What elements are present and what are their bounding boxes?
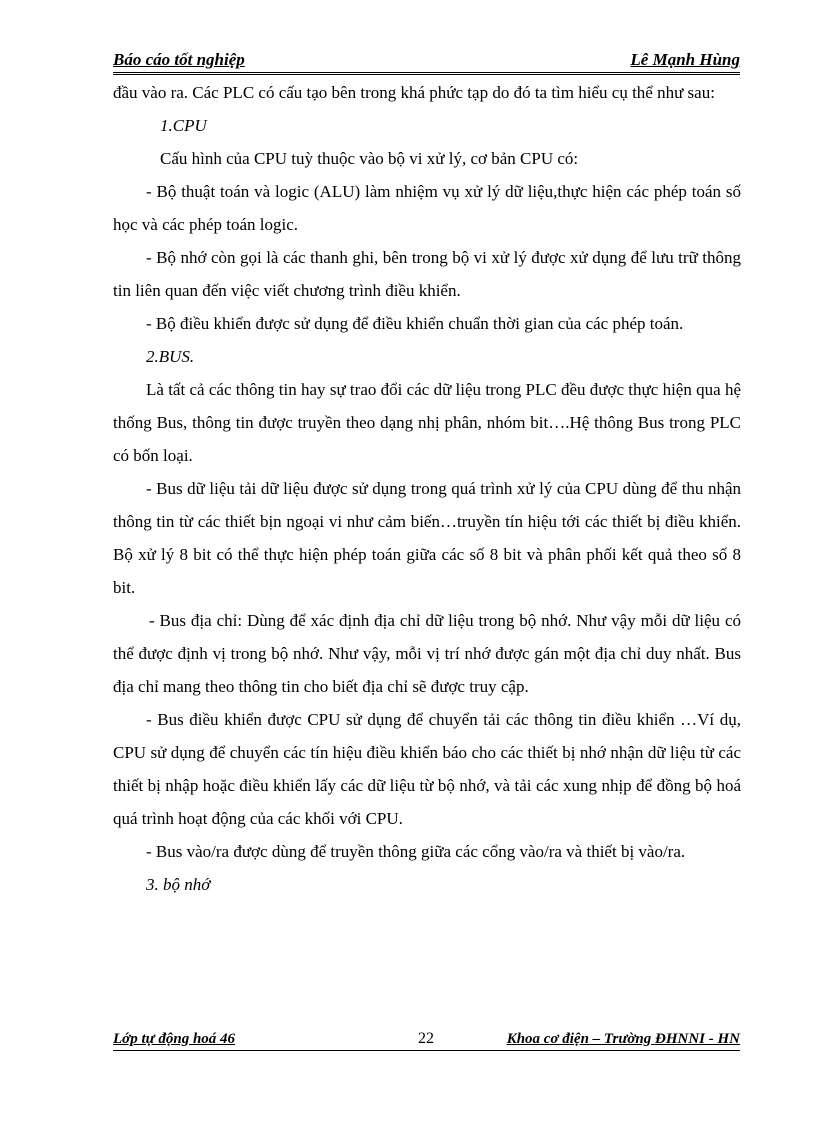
footer-faculty-school: Khoa cơ điện – Trường ĐHNNI - HN [506, 1031, 740, 1047]
paragraph-cpu-config: Cấu hình của CPU tuỳ thuộc vào bộ vi xử lý, cơ bản CPU có: [160, 149, 579, 168]
page-header [113, 52, 740, 75]
paragraph-intro: đầu vào ra. Các PLC có cấu tạo bên trong khá phức tạp do đó ta tìm hiểu cụ thể như sau: [113, 83, 715, 102]
paragraph-control-unit: - Bộ điều khiển được sử dụng để điều khiển chuẩn thời gian của các phép toán. [146, 314, 684, 333]
paragraph-io-bus: - Bus vào/ra được dùng để truyền thông giữa các cổng vào/ra và thiết bị vào/ra. [146, 842, 686, 861]
heading-cpu: 1.CPU [160, 116, 207, 135]
heading-bus: 2.BUS. [146, 347, 195, 366]
paragraph-bus-intro: Là tất cả các thông tin hay sự trao đổi các dữ liệu trong PLC đều được thực hiện qua hệ thống Bus, thông tin được truyền theo dạng nhị phân, nhóm bit….Hệ thông Bus trong PLC có bốn loại. [113, 380, 741, 465]
page-footer [113, 1030, 740, 1073]
header-author-name: Lê Mạnh Hùng [630, 50, 740, 69]
heading-memory: 3. bộ nhớ [146, 875, 211, 894]
page-number: 22 [418, 1030, 434, 1047]
paragraph-control-bus: - Bus điều khiển được CPU sử dụng để chuyển tải các thông tin điều khiển …Ví dụ, CPU sử dụng để chuyển các tín hiệu điều khiển báo cho các thiết bị nhớ nhận dữ liệu từ các thiết bị nhập hoặc điều khiển lấy các dữ liệu từ bộ nhớ, và tải các xung nhịp để đồng bộ hoá quá trình hoạt động của các khối với CPU. [113, 710, 741, 828]
paragraph-data-bus: - Bus dữ liệu tải dữ liệu được sử dụng trong quá trình xử lý của CPU dùng để thu nhận thông tin từ các thiết bịn ngoại vi như cảm biến…truyền tín hiệu tới các thiết bị điều khiển. Bộ xử lý 8 bit có thể thực hiện phép toán giữa các số 8 bit và phân phối kết quả theo số 8 bit. [113, 479, 741, 597]
page-body [113, 76, 741, 901]
paragraph-alu: - Bộ thuật toán và logic (ALU) làm nhiệm vụ xử lý dữ liệu,thực hiện các phép toán số học và các phép toán logic. [113, 182, 741, 234]
footer-class-name: Lớp tự động hoá 46 [113, 1031, 236, 1047]
paragraph-registers: - Bộ nhớ còn gọi là các thanh ghi, bên trong bộ vi xử lý được xử dụng để lưu trữ thông tin liên quan đến việc viết chương trình điều khiển. [113, 248, 741, 300]
header-report-title: Báo cáo tốt nghiệp [113, 50, 245, 69]
paragraph-address-bus: - Bus địa chỉ: Dùng để xác định địa chỉ dữ liệu trong bộ nhớ. Như vậy mỗi dữ liệu có thể được định vị trong bộ nhớ. Như vậy, mỗi vị trí nhớ được gán một địa chỉ duy nhất. Bus địa chỉ mang theo thông tin cho biết địa chỉ sẽ được truy cập. [113, 611, 741, 696]
